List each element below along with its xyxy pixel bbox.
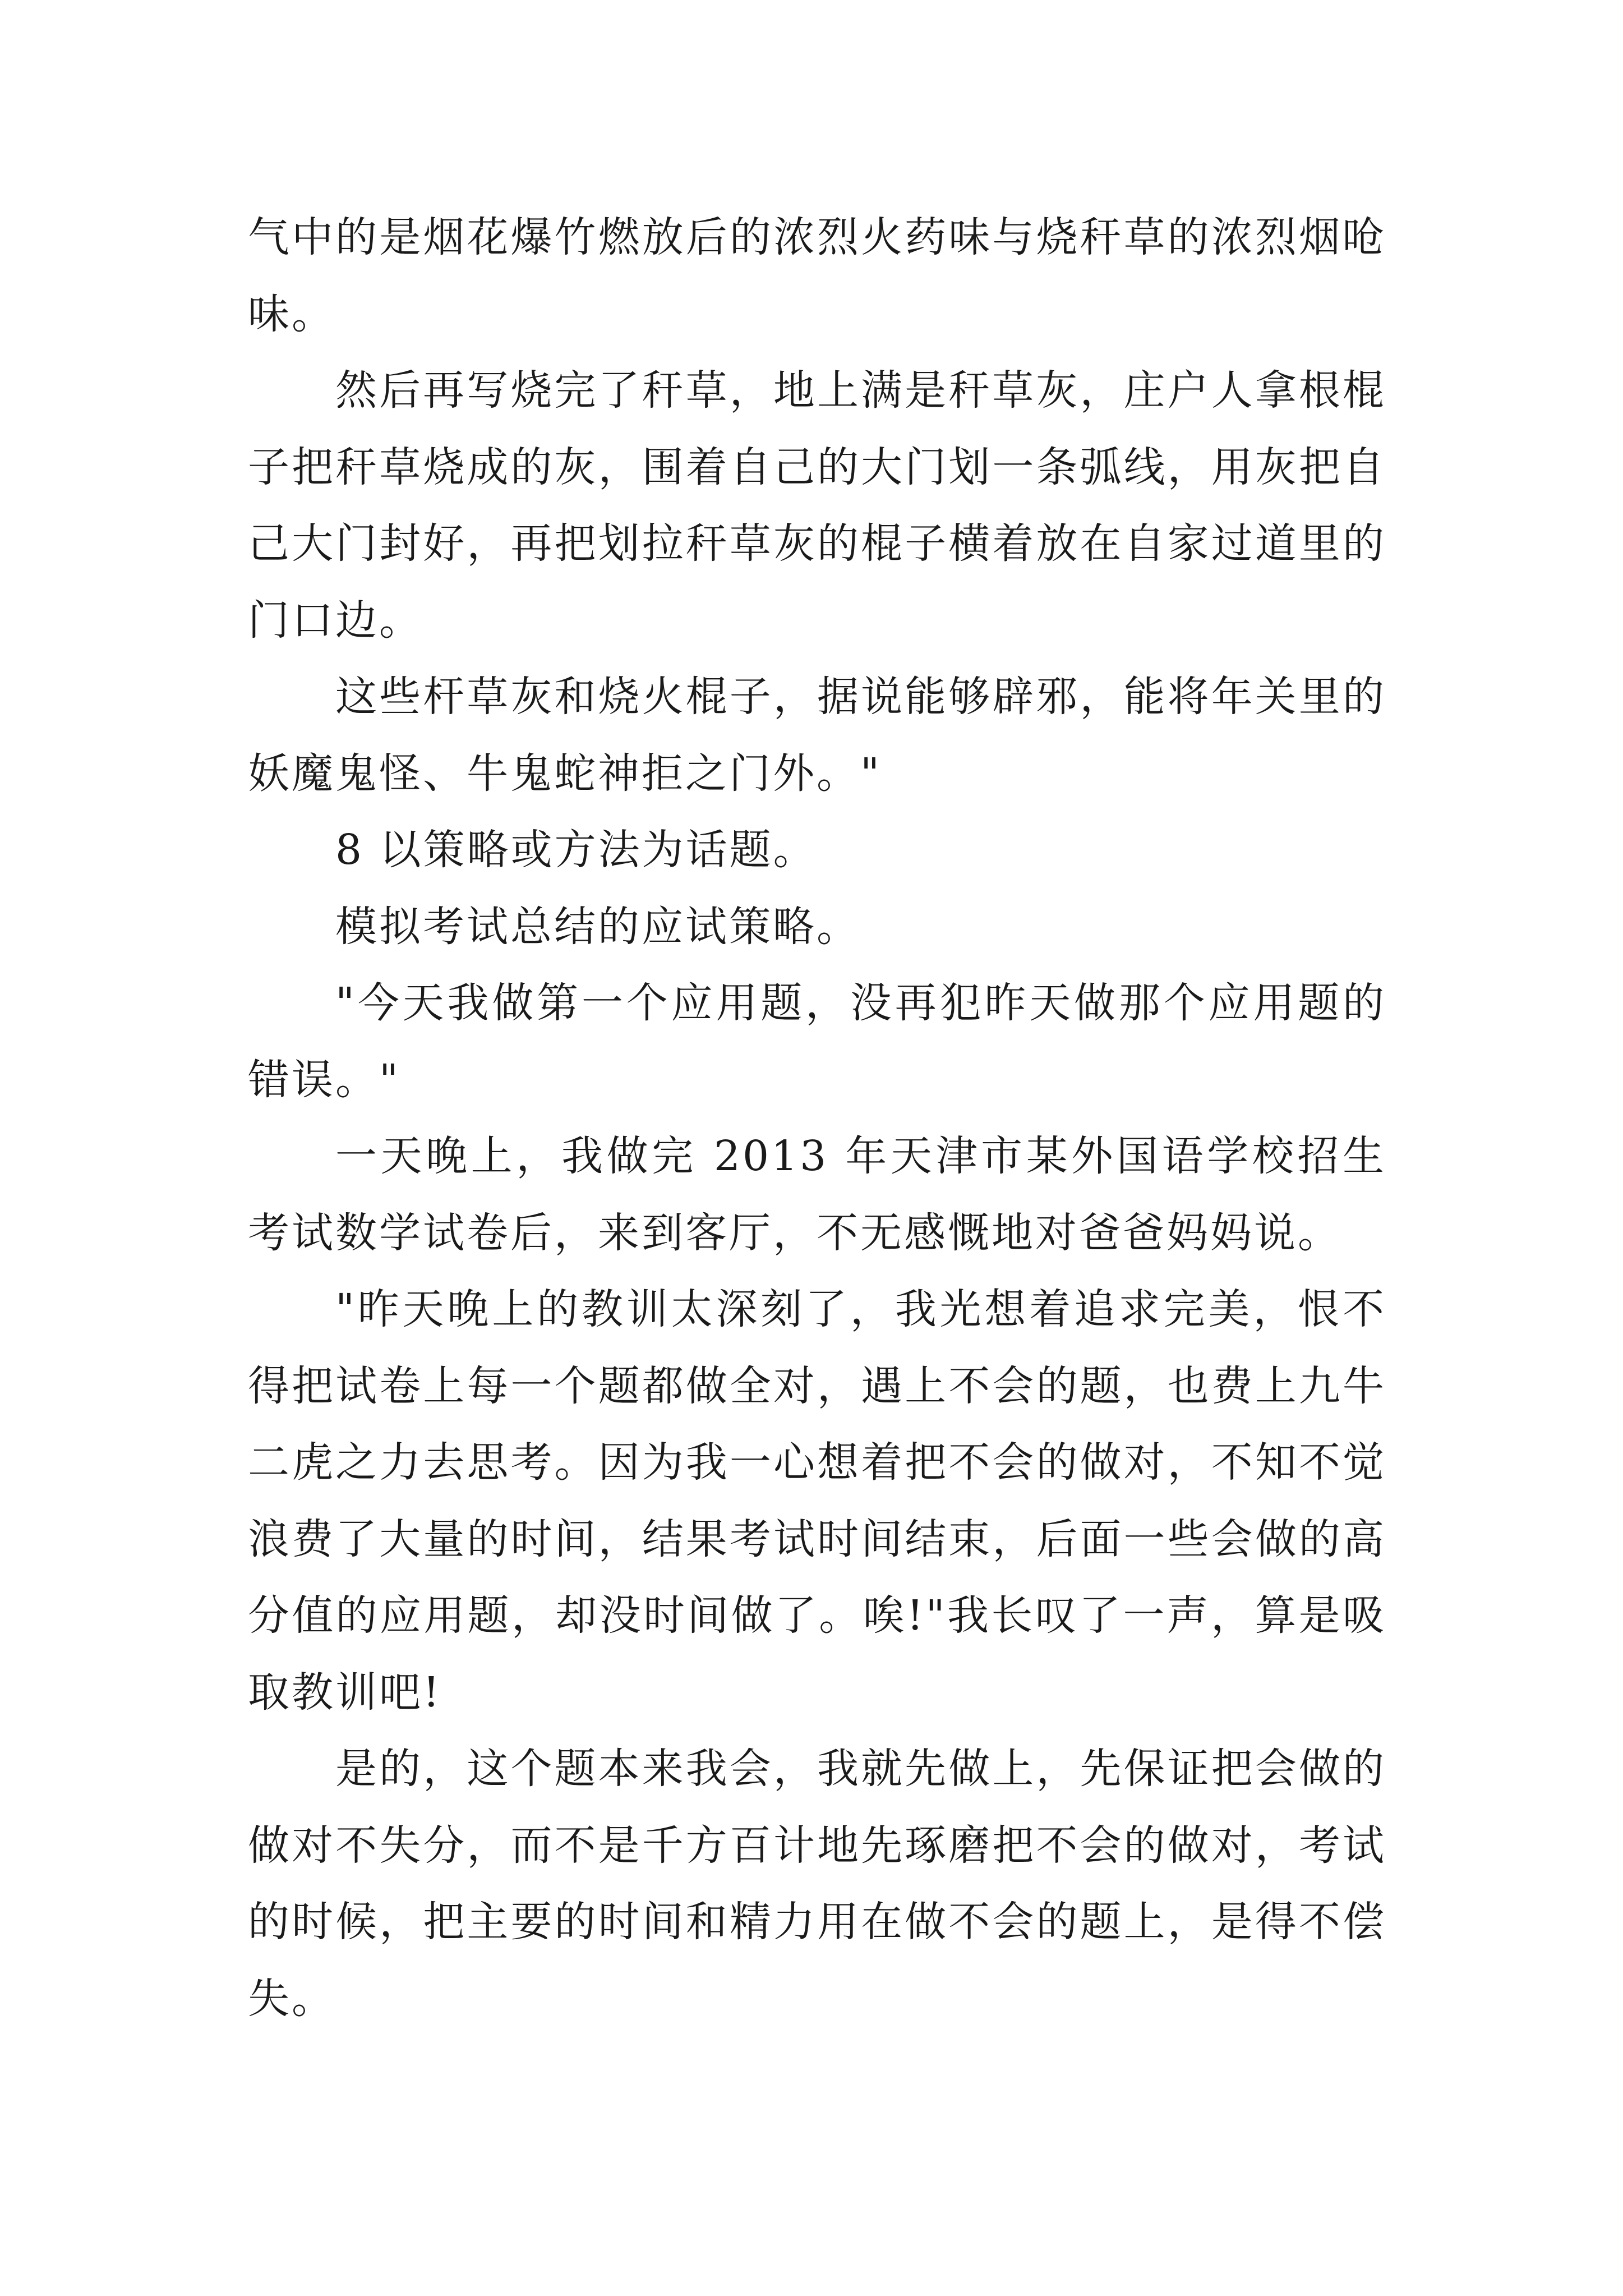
document-body	[248, 199, 1386, 2037]
paragraph-4: 8 以策略或方法为话题。	[335, 826, 817, 874]
paragraph-6: "今天我做第一个应用题，没再犯昨天做那个应用题的错误。"	[248, 979, 1386, 1104]
paragraph-3: 这些杆草灰和烧火棍子，据说能够辟邪，能将年关里的妖魔鬼怪、牛鬼蛇神拒之门外。"	[248, 673, 1386, 798]
paragraph-9: 是的，这个题本来我会，我就先做上，先保证把会做的做对不失分，而不是千方百计地先琢磨把不会的做对，考试的时候，把主要的时间和精力用在做不会的题上，是得不偿失。	[248, 1745, 1386, 2023]
paragraph-5: 模拟考试总结的应试策略。	[335, 902, 860, 951]
paragraph-8: "昨天晚上的教训太深刻了，我光想着追求完美，恨不得把试卷上每一个题都做全对，遇上不会的题，也费上九牛二虎之力去思考。因为我一心想着把不会的做对，不知不觉浪费了大量的时间，结果考试时间结束，后面一些会做的高分值的应用题，却没时间做了。唉!"我长叹了一声，算是吸取教训吧!	[248, 1285, 1386, 1717]
paragraph-1: 气中的是烟花爆竹燃放后的浓烈火药味与烧秆草的浓烈烟呛味。	[248, 213, 1386, 338]
paragraph-2: 然后再写烧完了秆草，地上满是秆草灰，庄户人拿根棍子把秆草烧成的灰，围着自己的大门划一条弧线，用灰把自己大门封好，再把划拉秆草灰的棍子横着放在自家过道里的门口边。	[248, 366, 1386, 645]
paragraph-7: 一天晚上，我做完 2013 年天津市某外国语学校招生考试数学试卷后，来到客厅，不无感慨地对爸爸妈妈说。	[248, 1132, 1386, 1257]
